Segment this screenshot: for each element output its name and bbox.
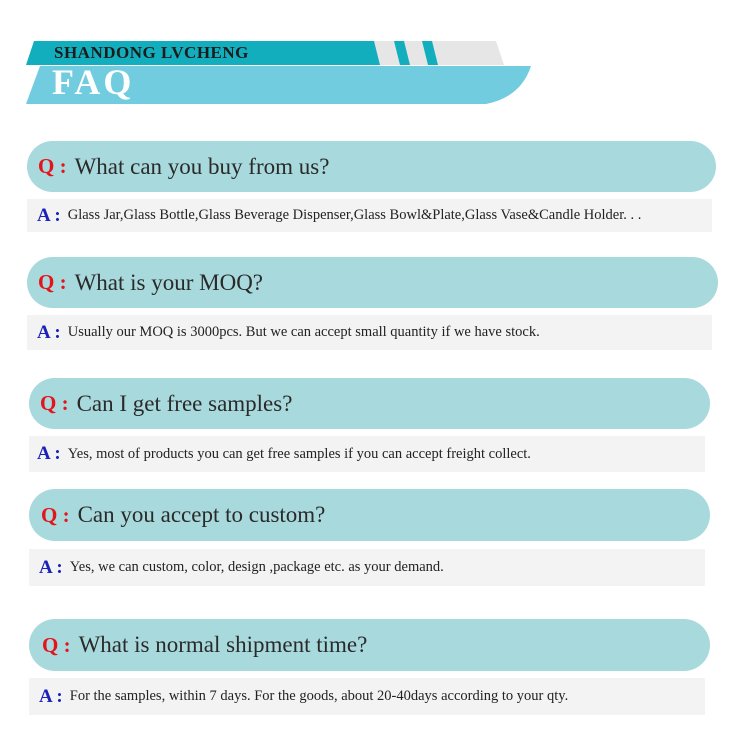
- answer-mark-label: A :: [37, 443, 61, 464]
- question-text: What can you buy from us?: [74, 153, 330, 179]
- faq-question-3: [29, 378, 710, 429]
- question-text: Can I get free samples?: [76, 390, 293, 416]
- page-title: FAQ: [52, 62, 135, 102]
- question-text: What is your MOQ?: [74, 269, 264, 295]
- answer-text: Glass Jar,Glass Bottle,Glass Beverage Dispenser,Glass Bowl&Plate,Glass Vase&Candle Holder. . .: [67, 207, 642, 223]
- answer-text: Yes, we can custom, color, design ,package etc. as your demand.: [69, 559, 444, 575]
- faq-answer-5: [29, 678, 705, 715]
- answer-text: Yes, most of products you can get free samples if you can accept freight collect.: [67, 445, 531, 462]
- answer-mark-label: A :: [39, 556, 63, 578]
- question-text: What is normal shipment time?: [78, 632, 368, 657]
- faq-question-2: [27, 257, 718, 308]
- brand-name: SHANDONG LVCHENG: [54, 43, 249, 62]
- question-mark-label: Q :: [38, 270, 67, 294]
- faq-question-5: [29, 619, 710, 671]
- answer-text: For the samples, within 7 days. For the goods, about 20-40days according to your qty.: [69, 688, 569, 704]
- faq-question-1: [27, 141, 716, 192]
- answer-mark-label: A :: [37, 321, 61, 343]
- question-mark-label: Q :: [40, 391, 69, 415]
- faq-answer-2: [27, 315, 712, 350]
- answer-mark-label: A :: [37, 204, 61, 226]
- question-mark-label: Q :: [42, 632, 71, 657]
- faq-answer-1: [27, 199, 712, 232]
- faq-question-4: [29, 489, 710, 541]
- faq-answer-3: [29, 436, 705, 472]
- faq-answer-4: [29, 549, 705, 586]
- question-mark-label: Q :: [41, 502, 70, 527]
- question-mark-label: Q :: [38, 154, 67, 178]
- question-text: Can you accept to custom?: [77, 502, 326, 527]
- answer-mark-label: A :: [39, 685, 63, 707]
- answer-text: Usually our MOQ is 3000pcs. But we can accept small quantity if we have stock.: [67, 324, 540, 340]
